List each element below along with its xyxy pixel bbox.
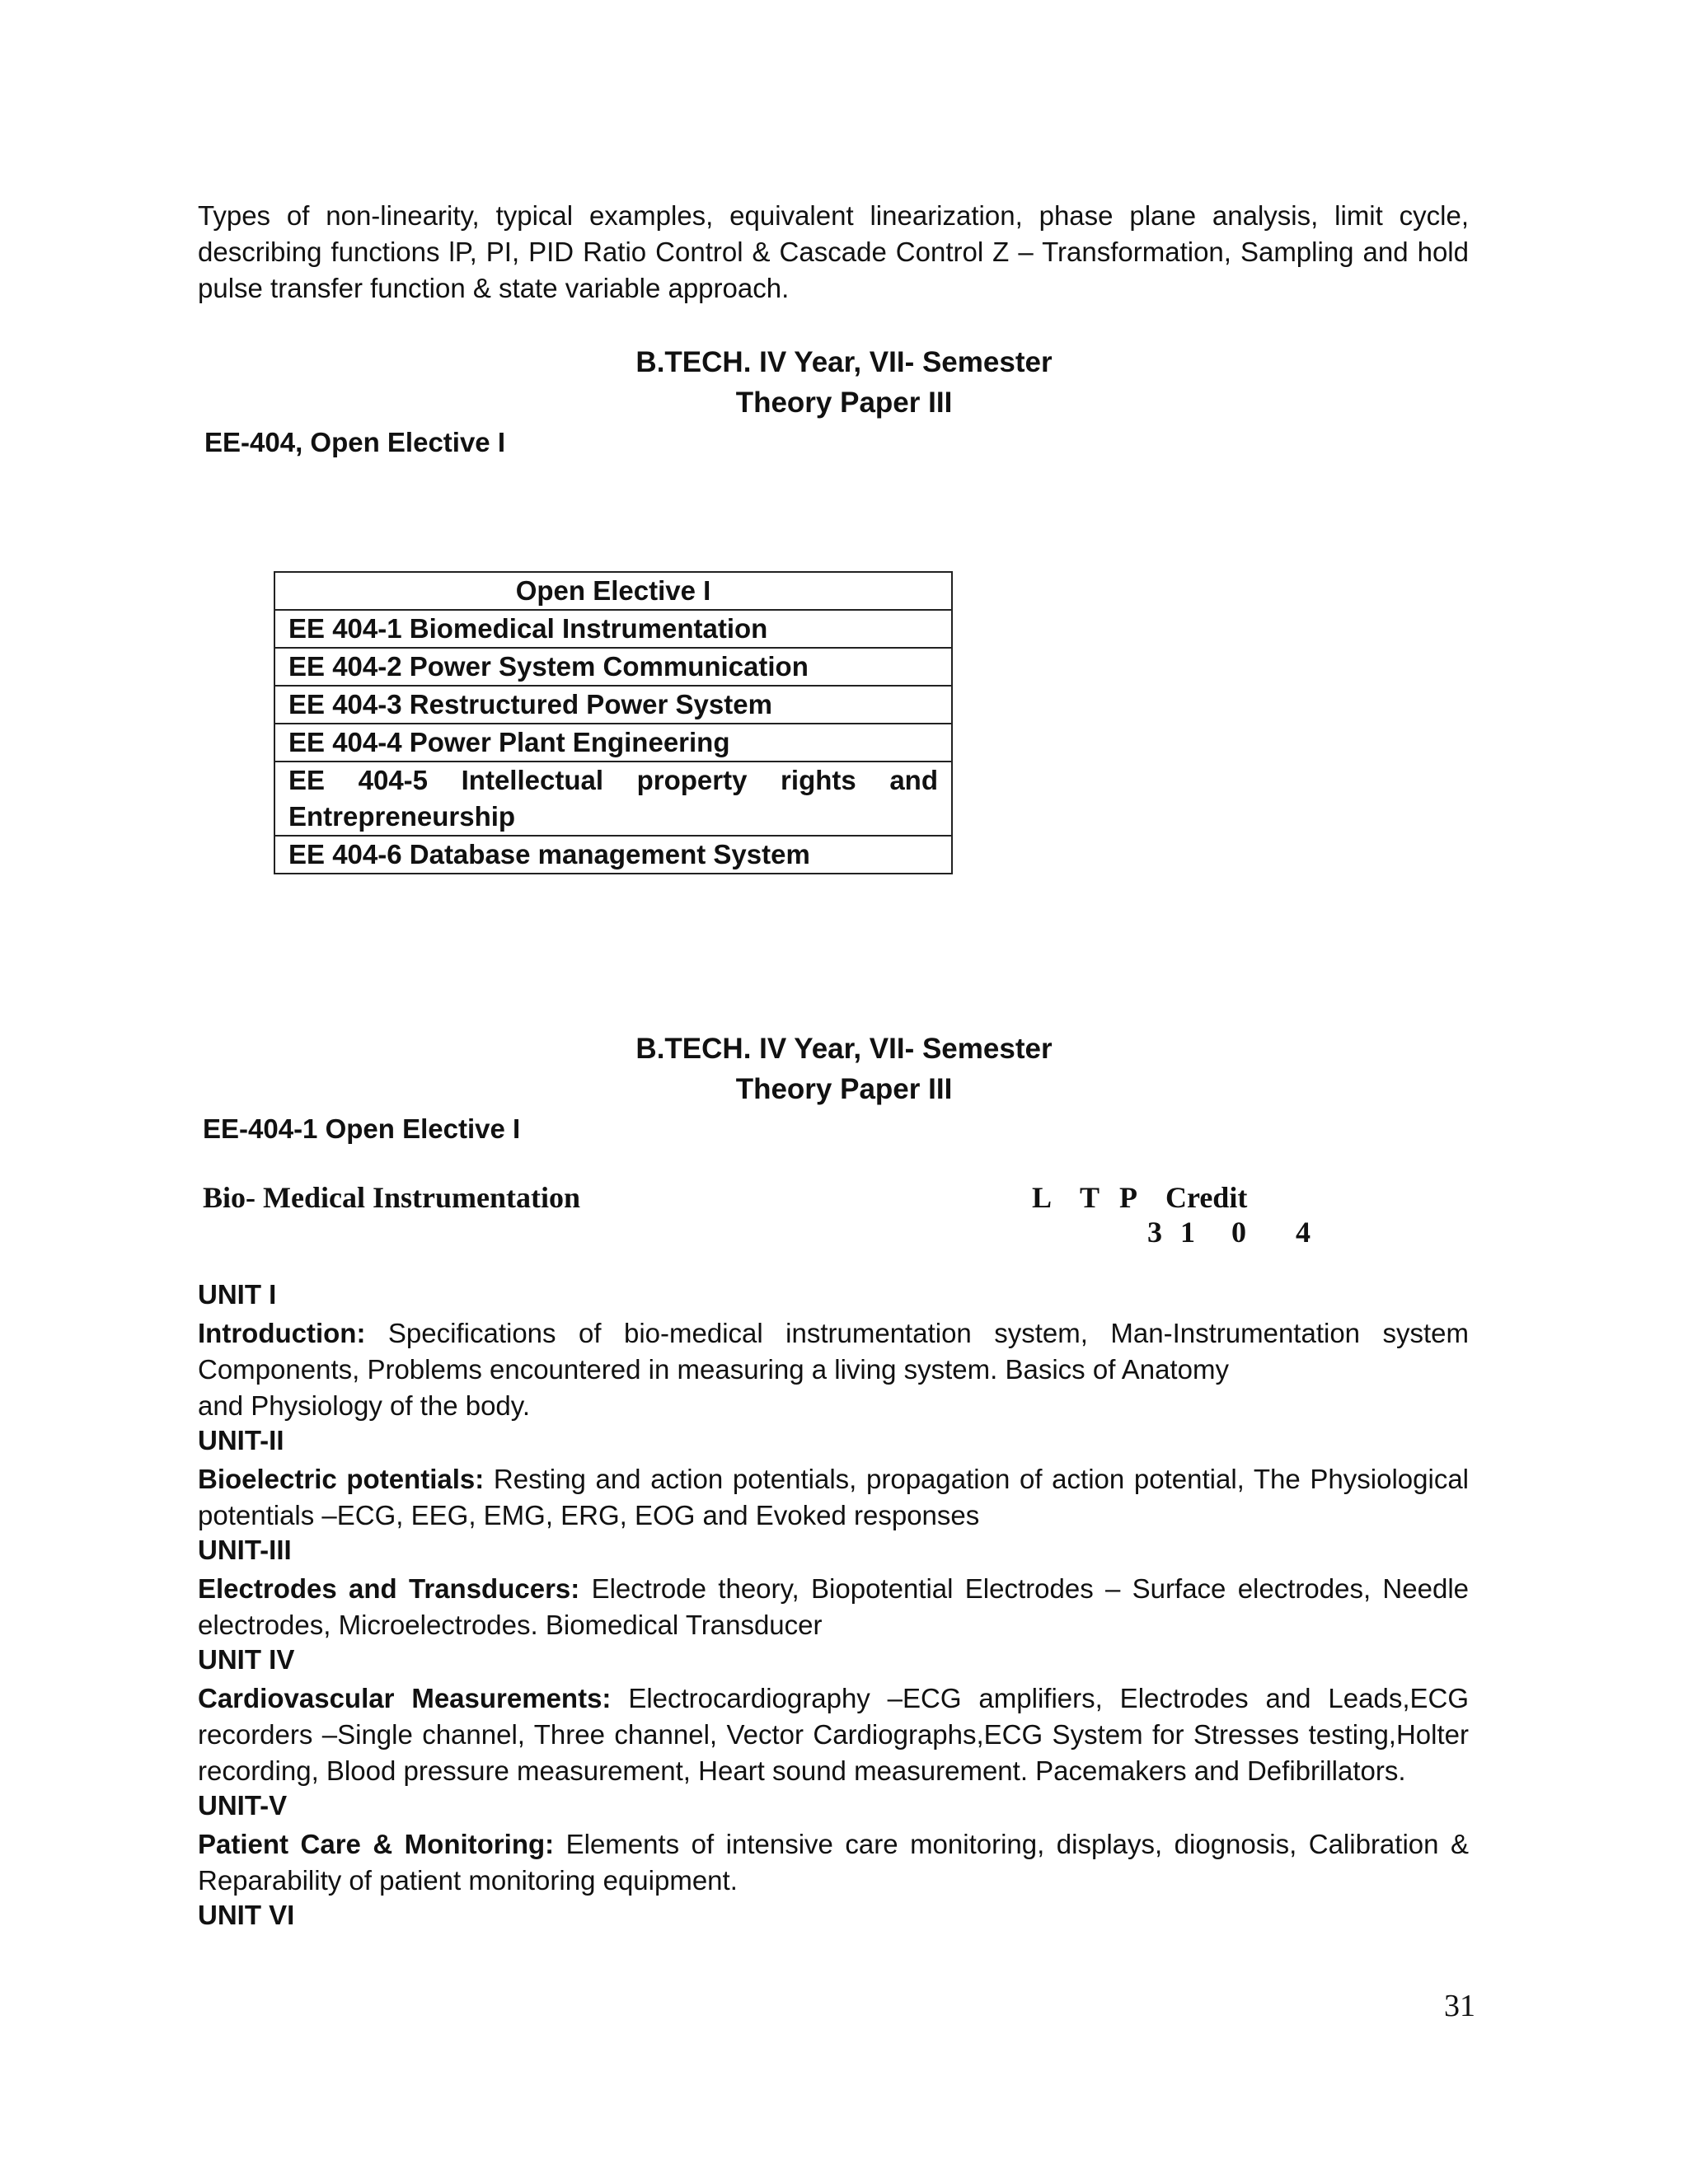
page-number: 31 bbox=[1444, 1989, 1475, 2023]
table-row bbox=[274, 762, 952, 836]
unit-title: UNIT I bbox=[198, 1279, 277, 1310]
table-cell-line: EE 404-5 Intellectual property rights and bbox=[288, 765, 938, 795]
table-row bbox=[274, 724, 952, 762]
ltp-header-t: T bbox=[1080, 1181, 1100, 1214]
table-row bbox=[274, 686, 952, 724]
unit-line: Components, Problems encountered in measuring a living system. Basics of Anatomy bbox=[198, 1354, 1229, 1385]
unit-paragraph bbox=[198, 1461, 1469, 1534]
unit-paragraph bbox=[198, 1680, 1469, 1789]
unit-line bbox=[198, 1315, 1469, 1352]
unit-text: Specifications of bio-medical instrumentation system, Man-Instrumentation system bbox=[387, 1318, 1470, 1348]
unit-paragraph bbox=[198, 1315, 1469, 1424]
unit-paragraph bbox=[198, 1826, 1469, 1899]
open-elective-table bbox=[274, 571, 953, 874]
intro-line: pulse transfer function & state variable approach. bbox=[198, 273, 790, 303]
unit-heading: Electrodes and Transducers: bbox=[198, 1573, 580, 1604]
unit-line: recorders –Single channel, Three channel, Vector Cardiographs,ECG System for Stresses testing,Holter bbox=[198, 1719, 1469, 1750]
intro-paragraph bbox=[198, 198, 1469, 307]
unit-title: UNIT-III bbox=[198, 1535, 292, 1565]
unit-title: UNIT-V bbox=[198, 1790, 288, 1821]
table-cell: EE 404-6 Database management System bbox=[274, 836, 952, 874]
table-row bbox=[274, 836, 952, 874]
unit-line: recording, Blood pressure measurement, Heart sound measurement. Pacemakers and Defibrillators. bbox=[198, 1755, 1406, 1786]
ltp-value-credit: 4 bbox=[1296, 1216, 1311, 1249]
intro-line: Types of non-linearity, typical examples, equivalent linearization, phase plane analysis, limit cycle, bbox=[198, 200, 1469, 231]
subject-title: Bio- Medical Instrumentation bbox=[203, 1181, 580, 1214]
unit-line: potentials –ECG, EEG, EMG, ERG, EOG and Evoked responses bbox=[198, 1500, 980, 1530]
intro-line: describing functions lP, PI, PID Ratio Control & Cascade Control Z – Transformation, Sampling and hold bbox=[198, 237, 1469, 267]
unit-line: electrodes, Microelectrodes. Biomedical Transducer bbox=[198, 1610, 823, 1640]
ltp-header-p: P bbox=[1119, 1181, 1137, 1214]
unit-text: Elements of intensive care monitoring, displays, diognosis, Calibration & bbox=[565, 1829, 1469, 1859]
table-cell-line: Entrepreneurship bbox=[288, 801, 516, 832]
section1-paper-heading: Theory Paper III bbox=[735, 387, 953, 419]
ltp-value-l: 3 bbox=[1147, 1216, 1162, 1249]
unit-line bbox=[198, 1461, 1469, 1497]
unit-heading: Cardiovascular Measurements: bbox=[198, 1683, 612, 1713]
unit-paragraph bbox=[198, 1571, 1469, 1643]
table-cell: EE 404-2 Power System Communication bbox=[274, 648, 952, 686]
table-row bbox=[274, 572, 952, 610]
unit-line bbox=[198, 1680, 1469, 1717]
unit-title: UNIT-II bbox=[198, 1425, 284, 1455]
section2-paper-heading: Theory Paper III bbox=[735, 1073, 953, 1105]
table-cell: EE 404-4 Power Plant Engineering bbox=[274, 724, 952, 762]
table-cell: EE 404-1 Biomedical Instrumentation bbox=[274, 610, 952, 648]
unit-line bbox=[198, 1826, 1469, 1863]
section1-course-code: EE-404, Open Elective I bbox=[204, 427, 505, 457]
unit-title: UNIT IV bbox=[198, 1644, 295, 1675]
table-cell: EE 404-3 Restructured Power System bbox=[274, 686, 952, 724]
table-row bbox=[274, 610, 952, 648]
unit-title: UNIT VI bbox=[198, 1900, 295, 1930]
ltp-header-l: L bbox=[1032, 1181, 1053, 1214]
table-cell bbox=[274, 762, 952, 836]
unit-line: and Physiology of the body. bbox=[198, 1390, 530, 1421]
unit-heading: Introduction: bbox=[198, 1318, 366, 1348]
section2-year-heading: B.TECH. IV Year, VII- Semester bbox=[635, 1033, 1053, 1065]
ltp-value-p: 0 bbox=[1231, 1216, 1246, 1249]
section1-year-heading: B.TECH. IV Year, VII- Semester bbox=[635, 346, 1053, 378]
unit-text: Electrode theory, Biopotential Electrodes – Surface electrodes, Needle bbox=[591, 1573, 1469, 1604]
section2-course-code: EE-404-1 Open Elective I bbox=[203, 1113, 521, 1144]
table-row bbox=[274, 648, 952, 686]
unit-text: Electrocardiography –ECG amplifiers, Electrodes and Leads,ECG bbox=[628, 1683, 1470, 1713]
ltp-value-t: 1 bbox=[1180, 1216, 1195, 1249]
unit-heading: Bioelectric potentials: bbox=[198, 1464, 485, 1494]
unit-heading: Patient Care & Monitoring: bbox=[198, 1829, 555, 1859]
ltp-header-credit: Credit bbox=[1165, 1181, 1248, 1214]
unit-line: Reparability of patient monitoring equipment. bbox=[198, 1865, 738, 1896]
table-header-cell: Open Elective I bbox=[274, 572, 952, 610]
unit-text: Resting and action potentials, propagation of action potential, The Physiological bbox=[493, 1464, 1470, 1494]
unit-line bbox=[198, 1571, 1469, 1607]
